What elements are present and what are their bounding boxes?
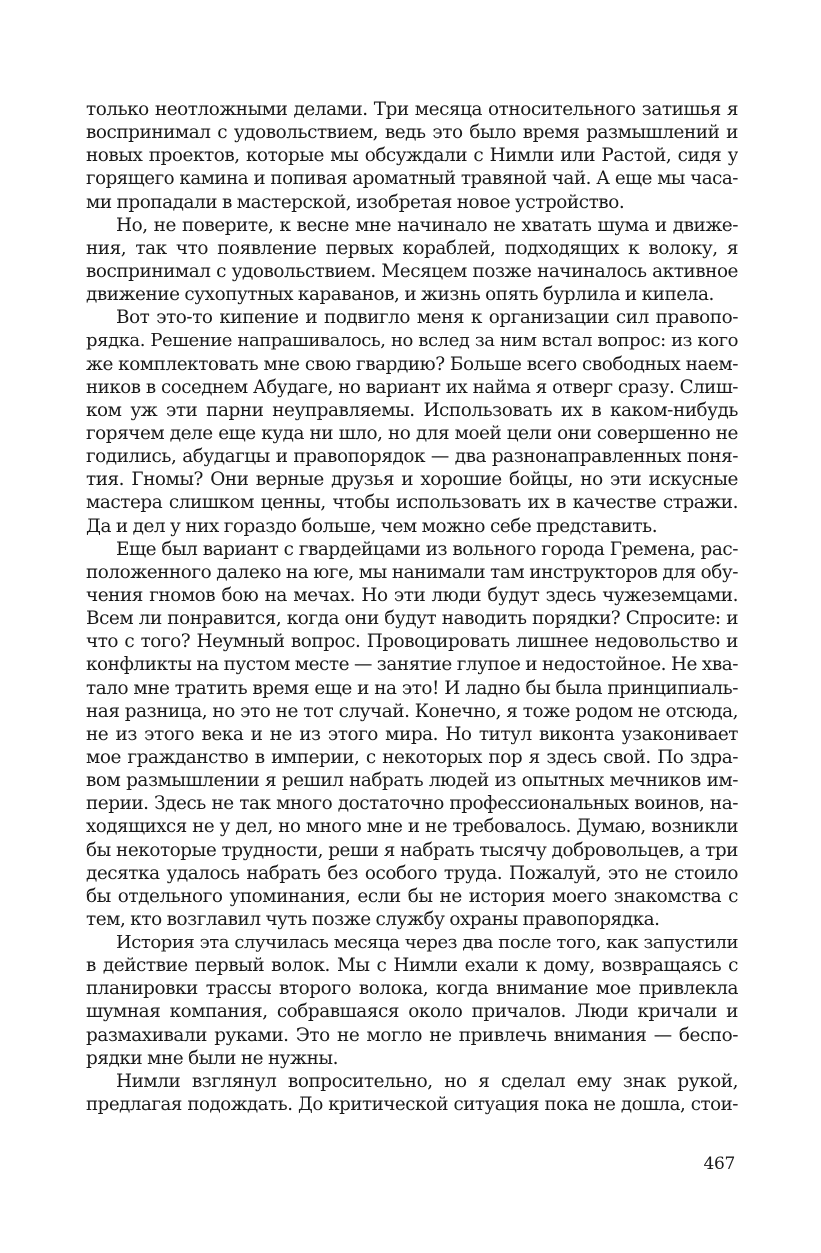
text-line: предлагая подождать. До критической ситуация пока не дошла, стои- <box>86 1094 738 1116</box>
text-line: Нимли взглянул вопросительно, но я сделал ему знак рукой, <box>116 1070 738 1092</box>
text-line: же комплектовать мне свою гвардию? Больше всего свободных наем- <box>86 353 738 375</box>
text-line: в действие первый волок. Мы с Нимли ехали к дому, возвращаясь с <box>86 955 738 977</box>
text-line: положенного далеко на юге, мы нанимали там инструкторов для обу- <box>86 561 738 583</box>
text-line: горящего камина и попивая ароматный травяной чай. А еще мы часа- <box>86 168 738 190</box>
text-line: ников в соседнем Абудаге, но вариант их найма я отверг сразу. Слиш- <box>86 376 738 398</box>
text-line: шумная компания, собравшаяся около причалов. Люди кричали и <box>86 1001 738 1023</box>
text-line: не из этого века и не из этого мира. Но титул виконта узаконивает <box>86 723 738 745</box>
text-line: вом размышлении я решил набрать людей из опытных мечников им- <box>86 770 738 792</box>
text-line: Вот это-то кипение и подвигло меня к организации сил правопо- <box>116 307 738 329</box>
text-line: ная разница, но это не тот случай. Конечно, я тоже родом не отсюда, <box>86 700 738 722</box>
text-line: тем, кто возглавил чуть позже службу охраны правопорядка. <box>86 908 660 930</box>
text-line: ком уж эти парни неуправляемы. Использовать их в каком-нибудь <box>86 399 738 421</box>
text-line: тало мне тратить время еще и на это! И ладно бы была принципиаль- <box>86 677 738 699</box>
text-line: планировки трассы второго волока, когда внимание мое привлекла <box>86 978 738 1000</box>
text-line: ния, так что появление первых кораблей, подходящих к волоку, я <box>86 237 738 259</box>
text-line: бы отдельного упоминания, если бы не история моего знакомства с <box>86 885 738 907</box>
text-line: перии. Здесь не так много достаточно профессиональных воинов, на- <box>86 793 738 815</box>
text-line: Всем ли понравится, когда они будут наводить порядки? Спросите: и <box>86 608 738 630</box>
text-line: воспринимал с удовольствием. Месяцем позже начиналось активное <box>86 260 738 282</box>
text-line: История эта случилась месяца через два после того, как запустили <box>116 932 738 954</box>
text-line: конфликты на пустом месте — занятие глупое и недостойное. Не хва- <box>86 654 738 676</box>
text-line: что с того? Неумный вопрос. Провоцировать лишнее недовольство и <box>86 631 738 653</box>
text-line: рядки мне были не нужны. <box>86 1047 339 1069</box>
text-line: годились, абудагцы и правопорядок — два разнонаправленных поня- <box>86 446 738 468</box>
text-line: Да и дел у них гораздо больше, чем можно себе представить. <box>86 515 658 537</box>
text-line: воспринимал с удовольствием, ведь это было время размышлений и <box>86 122 738 144</box>
text-line: тия. Гномы? Они верные друзья и хорошие бойцы, но эти искусные <box>86 469 738 491</box>
page-number: 467 <box>703 1154 735 1174</box>
text-line: горячем деле еще куда ни шло, но для моей цели они совершенно не <box>86 422 738 444</box>
page-body-text <box>86 98 738 1116</box>
text-line: размахивали руками. Это не могло не привлечь внимания — беспо- <box>86 1024 738 1046</box>
text-line: десятка удалось набрать без особого труда. Пожалуй, это не стоило <box>86 862 738 884</box>
text-line: мастера слишком ценны, чтобы использовать их в качестве стражи. <box>86 492 738 514</box>
text-line: Еще был вариант с гвардейцами из вольного города Гремена, рас- <box>116 538 738 560</box>
text-line: новых проектов, которые мы обсуждали с Нимли или Растой, сидя у <box>86 145 738 167</box>
text-line: только неотложными делами. Три месяца относительного затишья я <box>86 99 738 120</box>
text-line: ходящихся не у дел, но много мне и не требовалось. Думаю, возникли <box>86 816 738 838</box>
text-line: Но, не поверите, к весне мне начинало не хватать шума и движе- <box>116 214 738 236</box>
text-line: чения гномов бою на мечах. Но эти люди будут здесь чужеземцами. <box>86 584 738 606</box>
text-line: ми пропадали в мастерской, изобретая новое устройство. <box>86 191 625 213</box>
text-line: мое гражданство в империи, с некоторых пор я здесь свой. По здра- <box>86 746 738 768</box>
text-line: рядка. Решение напрашивалось, но вслед за ним встал вопрос: из кого <box>86 330 738 352</box>
text-line: бы некоторые трудности, реши я набрать тысячу добровольцев, а три <box>86 839 738 861</box>
text-line: движение сухопутных караванов, и жизнь опять бурлила и кипела. <box>86 284 714 306</box>
